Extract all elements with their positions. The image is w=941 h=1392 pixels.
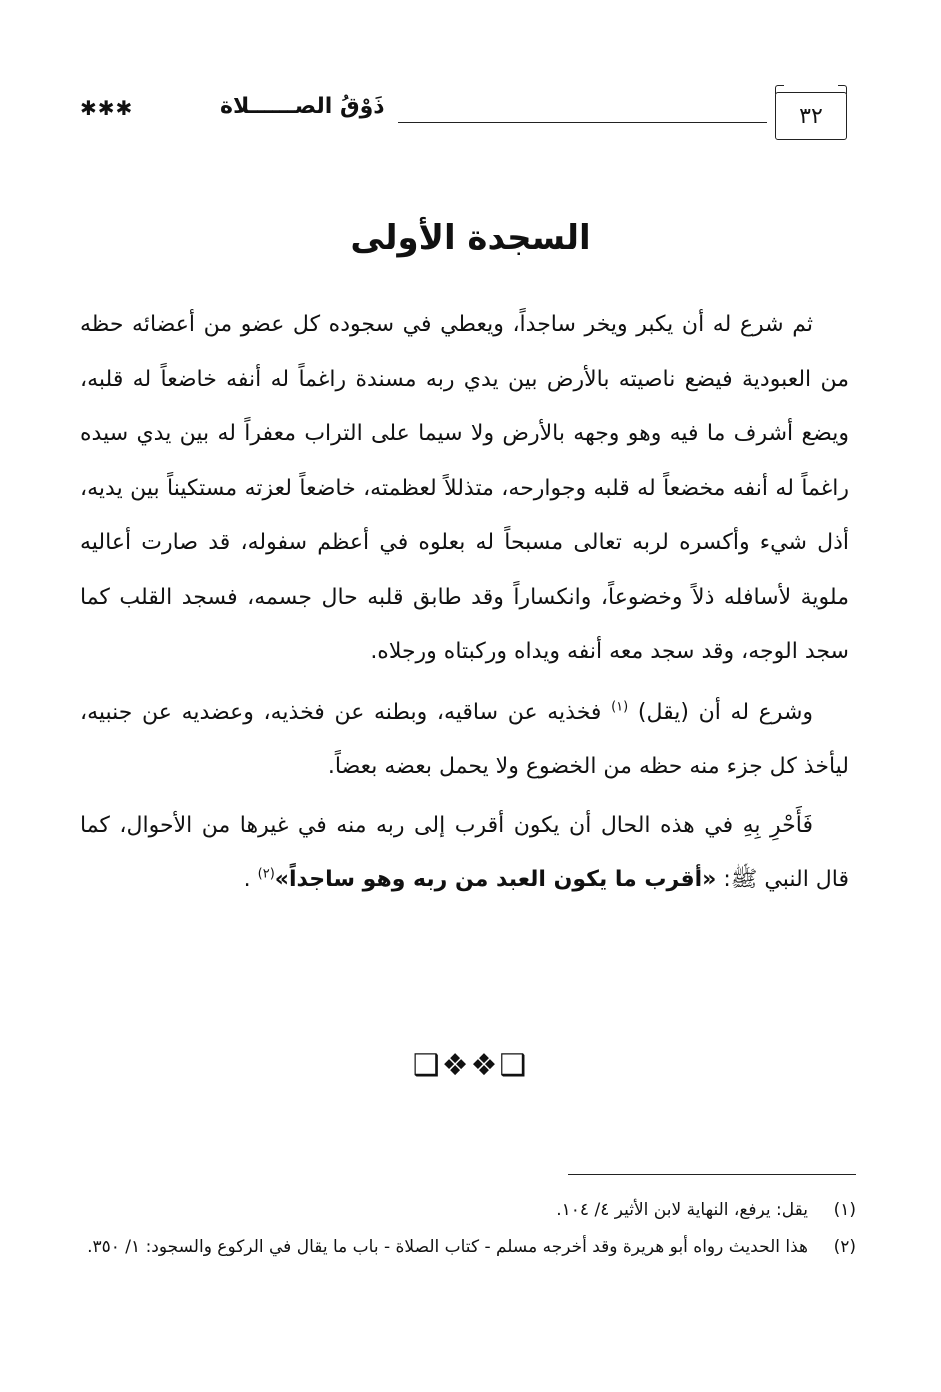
- footnote-ref-1: (١): [611, 699, 629, 715]
- footnote-2: [80, 1229, 856, 1266]
- footnote-ref-2: (٢): [257, 866, 275, 882]
- body-text: [80, 298, 849, 908]
- header-book-title: ذَوْقُ الصــــــلاة: [220, 94, 385, 119]
- paragraph-2-start: وشرع له أن (يقل): [637, 699, 813, 725]
- footnote-number: (٢): [833, 1237, 856, 1257]
- paragraph-3: [80, 799, 849, 908]
- footnote-number: (١): [833, 1200, 856, 1220]
- header-stars-ornament: ✱✱✱: [80, 96, 134, 120]
- paragraph-1: ثم شرع له أن يكبر ويخر ساجداً، ويعطي في سجوده كل عضو من أعضائه حظه من العبودية فيضع ناصيته بالأرض بين يدي ربه مسندة راغماً له أنفه خاضعاً له قلبه، ويضع أشرف ما فيه وهو وجهه بالأرض ولا سيما على التراب معفراً له بين يدي سيده راغماً له أنفه مخضعاً له قلبه وجوارحه، متذللاً لعظمته، خاضعاً لعزته مستكيناً بين يديه، أذل شيء وأكسره لربه تعالى مسبحاً له بعلوه في أعظم سفوله، قد صارت أعاليه ملوية لأسافله ذلاً وخضوعاً، وانكساراً وقد طابق قلبه حال جسمه، فسجد القلب كما سجد الوجه، وقد سجد معه أنفه ويداه وركبتاه ورجلاه.: [80, 312, 849, 664]
- footnote-text: يقل: يرفع، النهاية لابن الأثير ٤/ ١٠٤.: [556, 1200, 808, 1220]
- paragraph-2: [80, 686, 849, 795]
- page-number-box: [775, 92, 847, 140]
- paragraph-3-end: .: [243, 867, 251, 892]
- page-number: ٣٢: [799, 103, 823, 129]
- footnote-1: [80, 1192, 856, 1229]
- footnotes: [80, 1192, 856, 1266]
- hadith-quote: «أقرب ما يكون العبد من ربه وهو ساجداً»: [274, 867, 717, 892]
- section-title: السجدة الأولى: [350, 218, 591, 258]
- paragraph-3-start: فَأَحْرِ بِهِ في هذه الحال أن يكون أقرب إلى ربه منه في غيرها من الأحوال، كما قال النبي ﷺ:: [80, 812, 849, 892]
- footnote-text: هذا الحديث رواه أبو هريرة وقد أخرجه مسلم - كتاب الصلاة - باب ما يقال في الركوع والسجود: ١/ ٣٥٠.: [87, 1237, 808, 1257]
- footnote-separator: [568, 1174, 856, 1175]
- running-header: [80, 88, 849, 144]
- ornamental-divider: ❑❖❖❑: [412, 1048, 529, 1083]
- paragraph-2-end: فخذيه عن ساقيه، وبطنه عن فخذيه، وعضديه عن جنبيه، ليأخذ كل جزء منه حظه من الخضوع ولا يحمل بعضه بعضاً.: [80, 699, 849, 779]
- header-rule: [398, 122, 767, 123]
